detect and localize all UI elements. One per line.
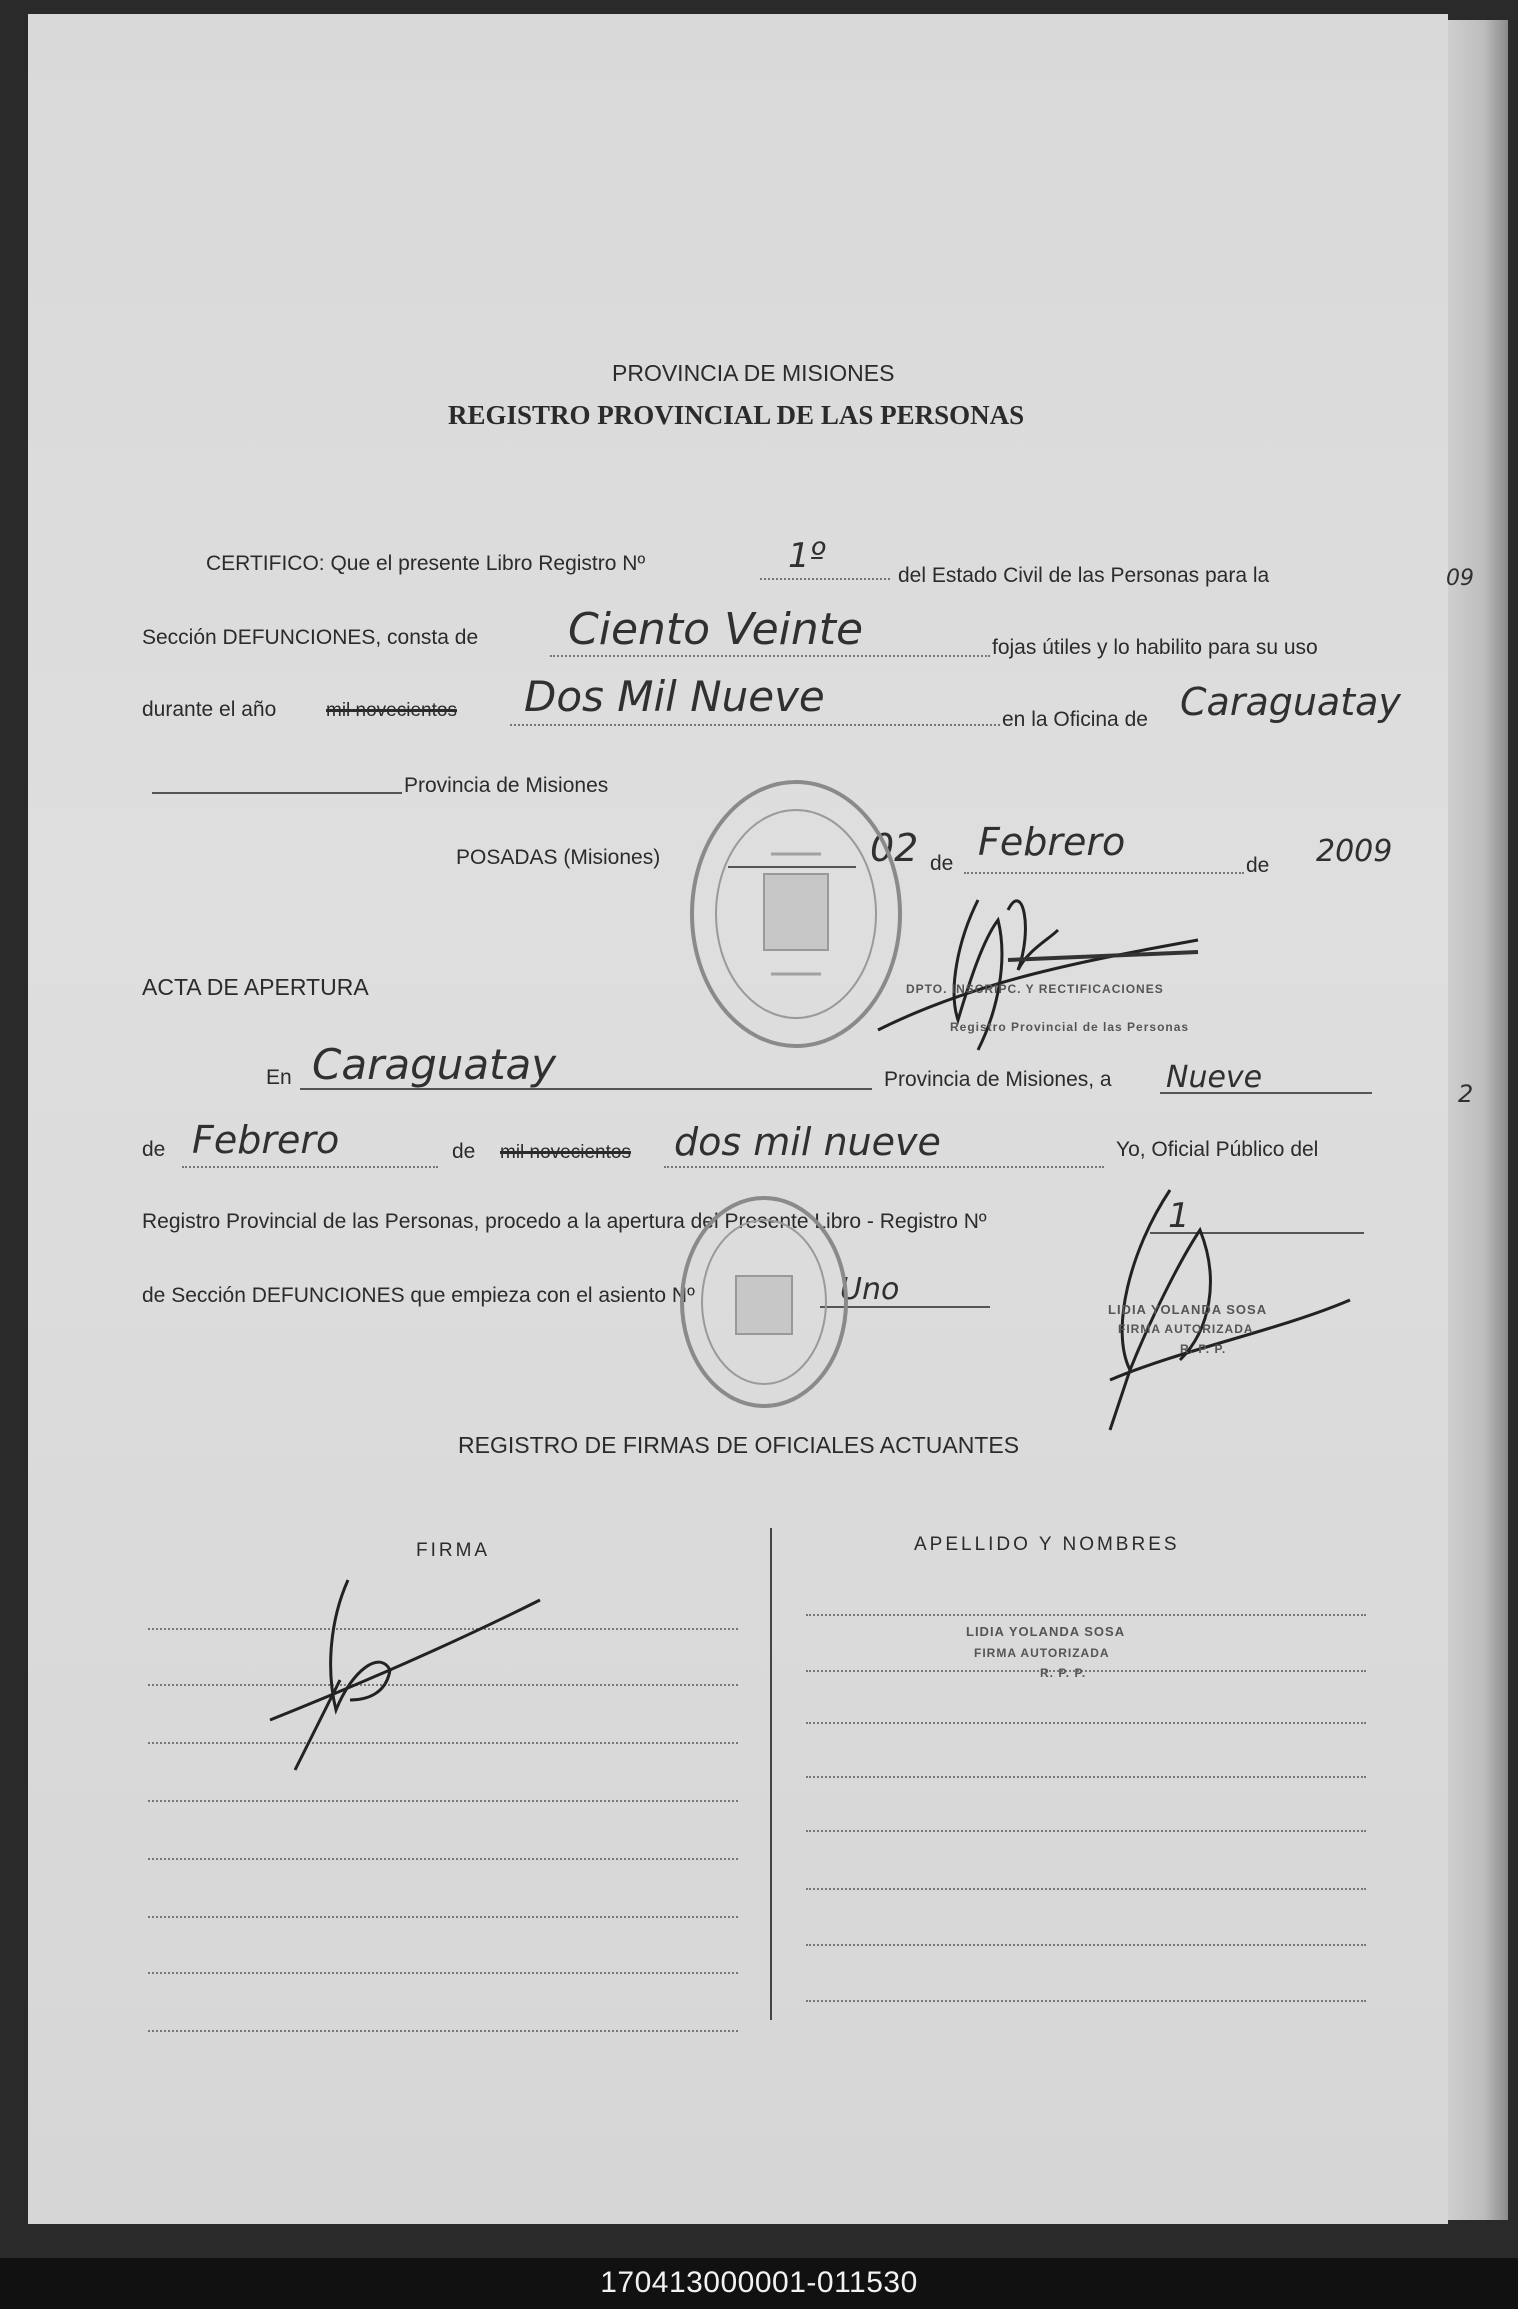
officer-signature-1 xyxy=(858,860,1218,1070)
acta-crossed-year: mil novecientos xyxy=(500,1142,631,1163)
fojas-text: fojas útiles y lo habilito para su uso xyxy=(992,636,1318,659)
firmas-stamp-title: FIRMA AUTORIZADA xyxy=(974,1646,1110,1660)
acta-seccion-text: de Sección DEFUNCIONES que empieza con el asiento Nº xyxy=(142,1284,695,1307)
acta-provincia-text: Provincia de Misiones, a xyxy=(884,1068,1112,1091)
fojas-handwritten: Ciento Veinte xyxy=(568,604,864,655)
day-handwritten: 02 xyxy=(870,826,919,870)
col-firma-header: FIRMA xyxy=(416,1540,491,1561)
officer-stamp-line2: Registro Provincial de las Personas xyxy=(950,1020,1190,1034)
crossed-year-text: mil novecientos xyxy=(326,700,457,721)
provincia-blank-line xyxy=(152,792,402,794)
officer-stamp-line1: DPTO. INSCRIPC. Y RECTIFICACIONES xyxy=(906,982,1164,996)
signature-stamp-title: FIRMA AUTORIZADA xyxy=(1118,1322,1254,1336)
margin-mark-top: 09 xyxy=(1446,566,1474,591)
dia-line xyxy=(1160,1092,1372,1094)
durante-text: durante el año xyxy=(142,698,277,721)
asiento-handwritten: Uno xyxy=(840,1272,900,1307)
firmas-stamp-abbr: R. P. P. xyxy=(1040,1666,1087,1680)
lugar-handwritten: Caraguatay xyxy=(312,1040,557,1089)
fojas-line xyxy=(550,655,990,657)
mes-handwritten: Febrero xyxy=(192,1118,340,1162)
seccion-text: Sección DEFUNCIONES, consta de xyxy=(142,626,479,649)
registry-heading: REGISTRO PROVINCIAL DE LAS PERSONAS xyxy=(448,400,1025,430)
firmas-title: REGISTRO DE FIRMAS DE OFICIALES ACTUANTES xyxy=(458,1432,1020,1458)
signature-stamp-name: LIDIA YOLANDA SOSA xyxy=(1108,1302,1268,1317)
posadas-text: POSADAS (Misiones) xyxy=(456,846,661,869)
anio-line xyxy=(664,1166,1104,1168)
yo-text: Yo, Oficial Público del xyxy=(1116,1138,1319,1161)
firmas-stamp-name: LIDIA YOLANDA SOSA xyxy=(966,1624,1126,1639)
col-apellido-header: APELLIDO Y NOMBRES xyxy=(914,1534,1180,1555)
acta-title: ACTA DE APERTURA xyxy=(142,974,369,1000)
signature-stamp-abbr: R. P. P. xyxy=(1180,1342,1227,1356)
province-heading: PROVINCIA DE MISIONES xyxy=(612,360,895,386)
year-words-handwritten: Dos Mil Nueve xyxy=(524,672,825,721)
year-num-handwritten: 2009 xyxy=(1316,834,1393,869)
lugar-line xyxy=(300,1088,872,1090)
page-edge xyxy=(1448,20,1508,2220)
firma-signature xyxy=(260,1560,550,1780)
column-divider xyxy=(770,1528,772,2020)
estado-civil-text: del Estado Civil de las Personas para la xyxy=(898,564,1270,587)
acta-de-label: de xyxy=(142,1138,166,1161)
dia-handwritten: Nueve xyxy=(1166,1060,1263,1095)
oficina-text: en la Oficina de xyxy=(1002,708,1148,731)
certifico-label: CERTIFICO: Que el presente Libro Registro Nº xyxy=(206,552,646,575)
registro-text: Registro Provincial de las Personas, procedo a la apertura del Presente Libro - Registro Nº xyxy=(142,1210,987,1233)
en-label: En xyxy=(266,1066,292,1089)
mes-line xyxy=(182,1166,438,1168)
libro-num-handwritten: 1º xyxy=(788,536,826,576)
acta-libro-num: 1 xyxy=(1168,1196,1190,1236)
anio-handwritten: dos mil nueve xyxy=(674,1120,941,1164)
acta-de2-label: de xyxy=(452,1140,476,1163)
margin-mark-mid: 2 xyxy=(1458,1080,1474,1108)
document-id: 170413000001-011530 xyxy=(600,2266,918,2299)
de-label-2: de xyxy=(1246,854,1270,877)
libro-num-line xyxy=(760,578,890,580)
month-handwritten: Febrero xyxy=(978,820,1126,864)
provincia-text: Provincia de Misiones xyxy=(404,774,609,797)
official-seal-2 xyxy=(670,1184,860,1424)
de-label-1: de xyxy=(930,852,954,875)
oficina-handwritten: Caraguatay xyxy=(1180,680,1401,724)
year-words-line xyxy=(510,724,1000,726)
